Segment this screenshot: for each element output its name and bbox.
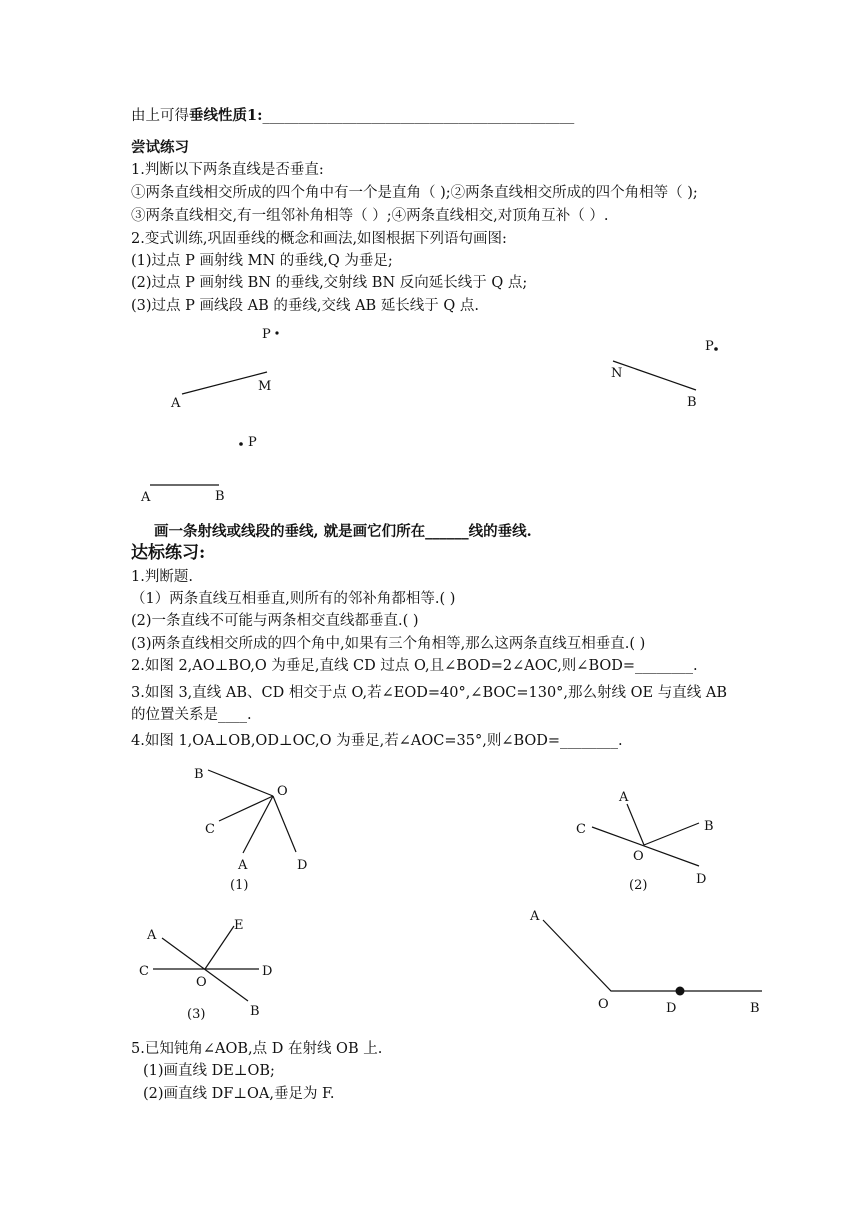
ray-note: 画一条射线或线段的垂线, 就是画它们所在______线的垂线. [154,523,532,540]
fig1-ray-od [273,796,296,852]
fig2-label-o: O [633,849,644,864]
fig2-caption: (2) [629,878,648,893]
q5-text: 5.已知钝角∠AOB,点 D 在射线 OB 上. [131,1041,383,1057]
std-judge-3: (3)两条直线相交所成的四个角中,如果有三个角相等,那么这两条直线互相垂直.( ) [131,636,646,652]
fig-a-label-a: A [171,396,181,411]
std-q4: 4.如图 1,OA⊥OB,OD⊥OC,O 为垂足,若∠AOC=35°,则∠BOD=________. [131,733,623,749]
std-title: 达标练习: [131,543,206,563]
property-blank: ___________________________________________ [262,108,575,124]
fig3-label-a: A [147,928,157,943]
q5-a: (1)画直线 DE⊥OB; [143,1063,275,1079]
figure-1 [194,767,307,893]
fig-a-label-m: M [258,379,272,394]
fig3-label-o: O [196,975,207,990]
fig3-label-b: B [250,1004,260,1019]
std-judge-1: （1）两条直线互相垂直,则所有的邻补角都相等.( ) [131,591,456,607]
try-q2c: (3)过点 P 画线段 AB 的垂线,交线 AB 延长线于 Q 点. [131,298,480,314]
std-judge: 1.判断题. [131,569,193,585]
fig2-label-a: A [619,790,629,805]
fig1-label-a: A [238,858,248,873]
property-title: 垂线性质1: [189,107,263,124]
fig5-label-a: A [530,909,540,924]
fig-b-label-n: N [611,366,623,381]
fig2-label-b: B [704,819,714,834]
try-q2: 2.变式训练,巩固垂线的概念和画法,如图根据下列语句画图: [131,231,507,247]
fig-c-point-p [239,442,243,446]
fig1-caption: (1) [230,878,249,893]
fig1-label-b: B [194,767,204,782]
figure-3 [139,918,272,1022]
fig2-label-d: D [696,872,707,887]
fig1-label-o: O [277,784,288,799]
fig2-ray-oa [627,804,644,845]
figure-2 [576,790,714,893]
fig-b-label-b: B [687,395,697,410]
try-q1b: ③两条直线相交,有一组邻补角相等（ ）;④两条直线相交,对顶角互补（ ）. [131,208,609,224]
fig3-label-c: C [139,964,149,979]
try-q2a: (1)过点 P 画射线 MN 的垂线,Q 为垂足; [131,253,393,269]
fig-a-label-p: P [262,327,271,342]
q5-b: (2)画直线 DF⊥OA,垂足为 F. [143,1086,335,1102]
fig1-ray-oc [219,796,273,821]
fig5-label-b: B [750,1001,760,1016]
fig-b-label-p: P [705,339,714,354]
fig5-angle-aob [543,920,762,991]
fig5-point-d [676,987,685,996]
std-q3b: 的位置关系是____. [131,707,252,723]
std-judge-2: (2)一条直线不可能与两条相交直线都垂直.( ) [131,613,419,629]
fig-a-ray-am [182,372,267,394]
fig2-label-c: C [576,822,586,837]
std-q3a: 3.如图 3,直线 AB、CD 相交于点 O,若∠EOD=40°,∠BOC=130°,那么射线 OE 与直线 AB [131,685,727,701]
fig3-label-d: D [262,964,273,979]
fig-b-point-p [714,347,718,351]
try-title: 尝试练习 [131,139,189,156]
draw-figure-a [170,327,279,411]
property-prefix: 由上可得 [131,108,189,124]
try-q1a: ①两条直线相交所成的四个角中有一个是直角（ );②两条直线相交所成的四个角相等（ ); [131,185,698,201]
fig2-line-cd [592,827,699,866]
fig-c-label-a: A [141,490,151,505]
try-q2b: (2)过点 P 画射线 BN 的垂线,交射线 BN 反向延长线于 Q 点; [131,275,528,291]
draw-figure-b [611,339,718,410]
fig1-ray-oa [243,796,273,853]
fig1-ray-ob [208,770,273,796]
fig5-label-o: O [598,997,609,1012]
figure-q5 [529,909,762,1016]
draw-figure-c [140,435,257,505]
fig3-ray-oe [205,926,234,969]
fig-c-label-b: B [215,489,225,504]
fig-a-point-p [275,331,278,334]
fig-b-ray-bn [613,361,696,390]
fig3-label-e: E [234,918,244,933]
fig1-label-c: C [205,822,215,837]
try-q1: 1.判断以下两条直线是否垂直: [131,162,324,178]
std-q2: 2.如图 2,AO⊥BO,O 为垂足,直线 CD 过点 O,且∠BOD=2∠AOC,则∠BOD=________. [131,658,698,674]
fig1-label-d: D [297,858,308,873]
fig5-label-d: D [666,1001,677,1016]
fig3-caption: (3) [187,1007,206,1022]
fig2-ray-ob [644,823,699,845]
fig-c-label-p: P [248,435,257,450]
